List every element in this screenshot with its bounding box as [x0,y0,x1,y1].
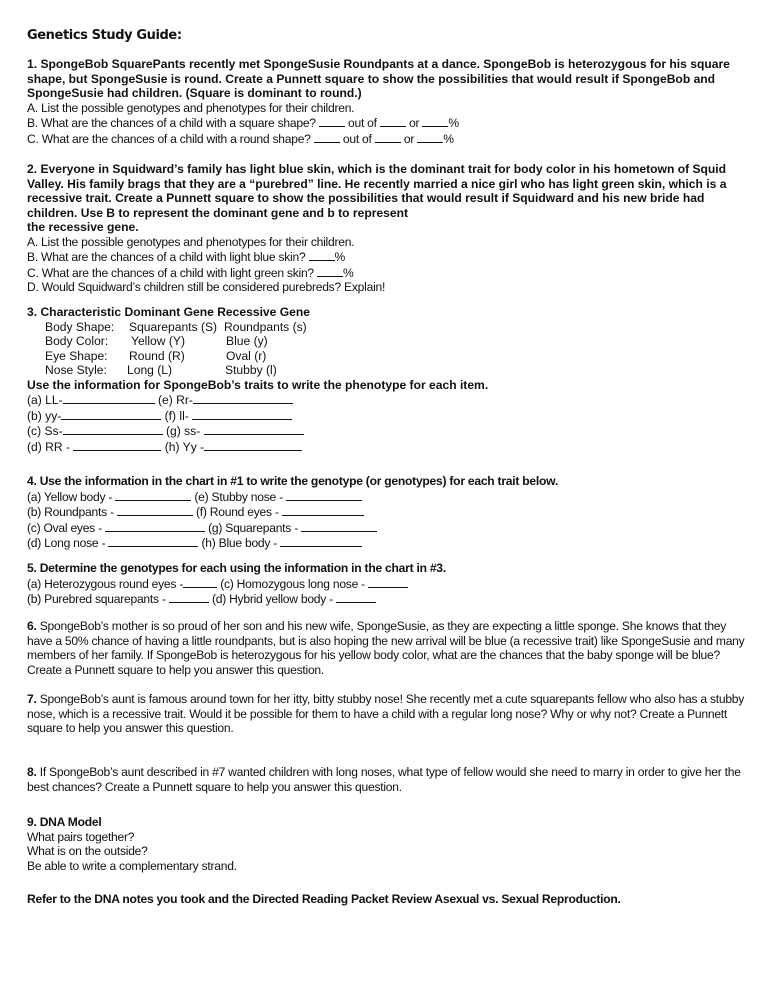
question-7-text: 7. SpongeBob’s aunt is famous around town for her itty, bitty stubby nose! She recently met a cute squarepants fellow who also has a stubby nose, which is a recessive trait. Would it be possible for them to have a child with a regular long nose? Why or why not? Create a Punnett square to help you answer this question. [27,692,745,735]
review-note-text: Refer to the DNA notes you took and the Directed Reading Packet Review Asexual vs. Sexual Reproduction. [27,892,621,906]
answer-blank[interactable] [192,408,292,420]
answer-blank[interactable] [317,265,343,277]
question-9-header: 9. DNA Model [27,815,102,829]
phenotype-item: (b) yy- (f) ll- [27,408,747,424]
question-3 [27,305,747,454]
document-title: Genetics Study Guide: [27,28,182,43]
answer-blank[interactable] [115,489,191,501]
answer-blank[interactable] [375,131,401,143]
answer-blank[interactable] [63,423,163,435]
question-2-prompt-end: the recessive gene. [27,220,139,234]
phenotype-item: (c) Ss- (g) ss- [27,423,747,439]
question-9-line: What is on the outside? [27,844,148,858]
genotype-item: (b) Roundpants - (f) Round eyes - [27,504,747,520]
answer-blank[interactable] [319,115,345,127]
answer-blank[interactable] [380,115,406,127]
genotype-item: (a) Yellow body - (e) Stubby nose - [27,489,747,505]
answer-blank[interactable] [204,439,302,451]
question-5 [27,561,747,607]
question-1-part-a: A. List the possible genotypes and phenotypes for their children. [27,100,355,115]
question-3-instruction: Use the information for SpongeBob’s traits to write the phenotype for each item. [27,377,489,392]
answer-blank[interactable] [280,535,362,547]
answer-blank[interactable] [73,439,161,451]
answer-blank[interactable] [193,392,293,404]
characteristic-row: Nose Style: Long (L) Stubby (l) [45,363,277,377]
question-2 [27,162,747,295]
characteristic-row: Body Shape: Squarepants (S) Roundpants (s) [45,319,307,334]
question-9 [27,815,747,873]
genotype-item: (d) Long nose - (h) Blue body - [27,535,747,551]
genotype-item: (a) Heterozygous round eyes - (c) Homozygous long nose - [27,576,747,592]
question-6 [27,619,747,677]
answer-blank[interactable] [336,591,376,603]
characteristic-row: Eye Shape: Round (R) Oval (r) [45,348,267,363]
genotype-item: (c) Oval eyes - (g) Squarepants - [27,520,747,536]
answer-blank[interactable] [108,535,198,547]
question-1 [27,57,747,146]
answer-blank[interactable] [286,489,362,501]
question-2-part-a: A. List the possible genotypes and phenotypes for their children. [27,234,355,249]
review-note [27,892,747,907]
characteristic-row: Body Color: Yellow (Y) Blue (y) [45,334,268,348]
answer-blank[interactable] [183,576,217,588]
answer-blank[interactable] [282,504,364,516]
answer-blank[interactable] [309,249,335,261]
question-1-part-c: C. What are the chances of a child with a round shape? out of or % [27,131,454,146]
answer-blank[interactable] [417,131,443,143]
question-9-line: What pairs together? [27,829,135,844]
answer-blank[interactable] [63,392,155,404]
characteristics-table [27,320,747,378]
question-7 [27,692,747,736]
question-4 [27,474,747,551]
answer-blank[interactable] [61,408,161,420]
genotype-item: (b) Purebred squarepants - (d) Hybrid yellow body - [27,591,747,607]
question-9-line: Be able to write a complementary strand. [27,858,237,873]
answer-blank[interactable] [314,131,340,143]
question-6-text: 6. SpongeBob’s mother is so proud of her son and his new wife, SpongeSusie, as they are expecting a little sponge. She knows that they have a 50% chance of having a little roundpants, but is also hoping the new arrival will be blue (a recessive trait) like SpongeSusie and many members of her family. If SpongeBob is heterozygous for his yellow body color, what are the chances that the baby sponge will be blue? Create a Punnett square to help you answer this question. [27,619,745,677]
answer-blank[interactable] [301,520,377,532]
answer-blank[interactable] [105,520,205,532]
question-2-part-d: D. Would Squidward’s children still be considered purebreds? Explain! [27,280,386,294]
answer-blank[interactable] [169,591,209,603]
answer-blank[interactable] [204,423,304,435]
question-2-part-c: C. What are the chances of a child with light green skin? % [27,265,354,280]
answer-blank[interactable] [422,115,448,127]
question-2-prompt: 2. Everyone in Squidward’s family has light blue skin, which is the dominant trait for body color in his hometown of Squid Valley. His family brags that they are a “purebred” line. He recently married a nice girl who has light green skin, which is a recessive trait. Create a Punnett square to show the possibilities that would result if Squidward and his new bride had children. Use B to represent the dominant gene and b to represent [27,162,727,220]
answer-blank[interactable] [368,576,408,588]
question-1-prompt: 1. SpongeBob SquarePants recently met SpongeSusie Roundpants at a dance. SpongeBob is heterozygous for his square shape, but SpongeSusie is round. Create a Punnett square to show the possibilities that would result if SpongeBob and SpongeSusie had children. (Square is dominant to round.) [27,57,730,100]
question-8-text: 8. If SpongeBob’s aunt described in #7 wanted children with long noses, what type of fellow would she need to marry in order to give her the best chances? Create a Punnett square to help you answer this question. [27,765,741,794]
phenotype-item: (a) LL- (e) Rr- [27,392,747,408]
question-5-prompt: 5. Determine the genotypes for each using the information in the chart in #3. [27,561,446,575]
question-1-part-b: B. What are the chances of a child with a square shape? out of or % [27,116,459,130]
phenotype-item: (d) RR - (h) Yy - [27,439,747,455]
question-4-prompt: 4. Use the information in the chart in #1 to write the genotype (or genotypes) for each trait below. [27,474,558,488]
characteristics-table-header: 3. Characteristic Dominant Gene Recessive Gene [27,305,310,319]
answer-blank[interactable] [117,504,193,516]
question-2-part-b: B. What are the chances of a child with light blue skin? % [27,250,346,264]
question-8 [27,765,747,794]
